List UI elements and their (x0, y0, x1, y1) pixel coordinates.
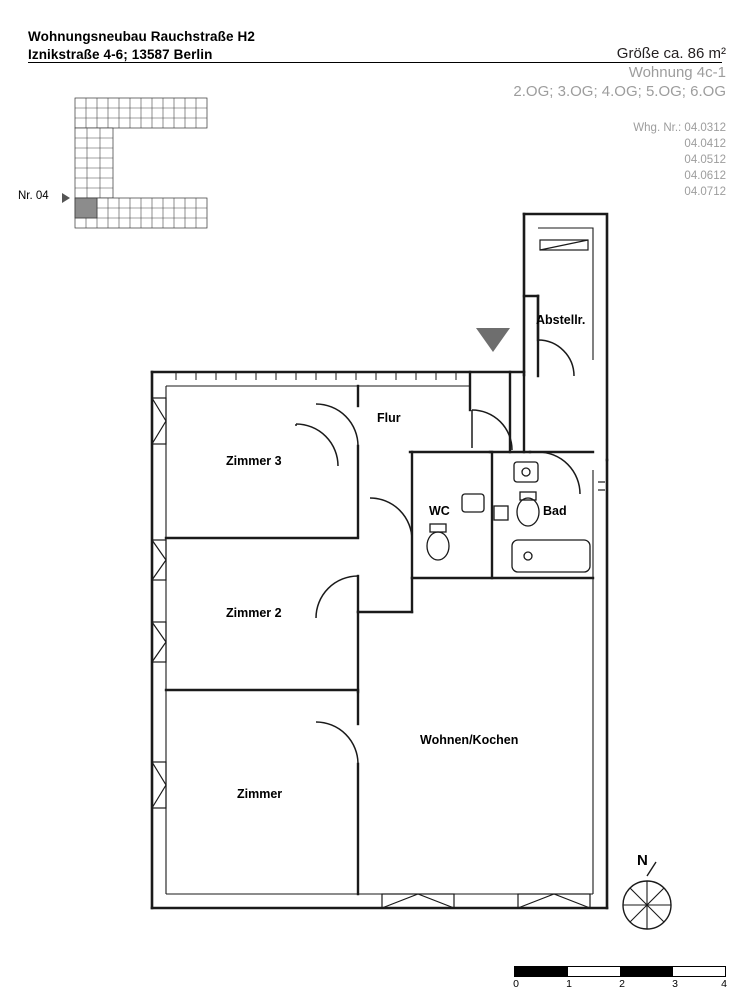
room-label-wohnen-kochen: Wohnen/Kochen (420, 733, 519, 747)
scale-bar-ticks (514, 978, 726, 992)
apartment-number: 04.0412 (684, 138, 726, 150)
unit-name: Wohnung 4c-1 (628, 64, 726, 81)
room-label-zimmer-2: Zimmer 2 (226, 606, 282, 620)
compass-rose-icon (618, 852, 692, 934)
project-name-line1: Wohnungsneubau Rauchstraße H2 (28, 29, 255, 44)
scale-tick: 0 (513, 978, 519, 990)
scale-bar (514, 966, 726, 994)
room-label-abstellr: Abstellr. (536, 313, 586, 327)
scale-tick: 4 (721, 978, 727, 990)
scale-segment (568, 967, 621, 976)
scale-tick: 1 (566, 978, 572, 990)
compass-north-label: N (637, 852, 648, 869)
apartment-number: 04.0612 (684, 170, 726, 182)
room-label-zimmer: Zimmer (237, 787, 283, 801)
scale-segment (673, 967, 726, 976)
keyplan-label: Nr. 04 (18, 190, 49, 202)
room-label-wc: WC (429, 504, 450, 518)
apartment-number: 04.0712 (684, 186, 726, 198)
scale-segment (515, 967, 568, 976)
unit-floors: 2.OG; 3.OG; 4.OG; 5.OG; 6.OG (513, 83, 726, 100)
project-address-line2: Iznikstraße 4-6; 13587 Berlin (28, 47, 213, 62)
scale-tick: 3 (672, 978, 678, 990)
apartment-number: Whg. Nr.: 04.0312 (633, 122, 726, 134)
scale-tick: 2 (619, 978, 625, 990)
room-label-bad: Bad (543, 504, 567, 518)
apartment-number: 04.0512 (684, 154, 726, 166)
room-label-flur: Flur (377, 411, 401, 425)
room-label-zimmer-3: Zimmer 3 (226, 454, 282, 468)
unit-size: Größe ca. 86 m² (616, 45, 726, 62)
scale-segment (620, 967, 673, 976)
scale-bar-segments (514, 966, 726, 977)
